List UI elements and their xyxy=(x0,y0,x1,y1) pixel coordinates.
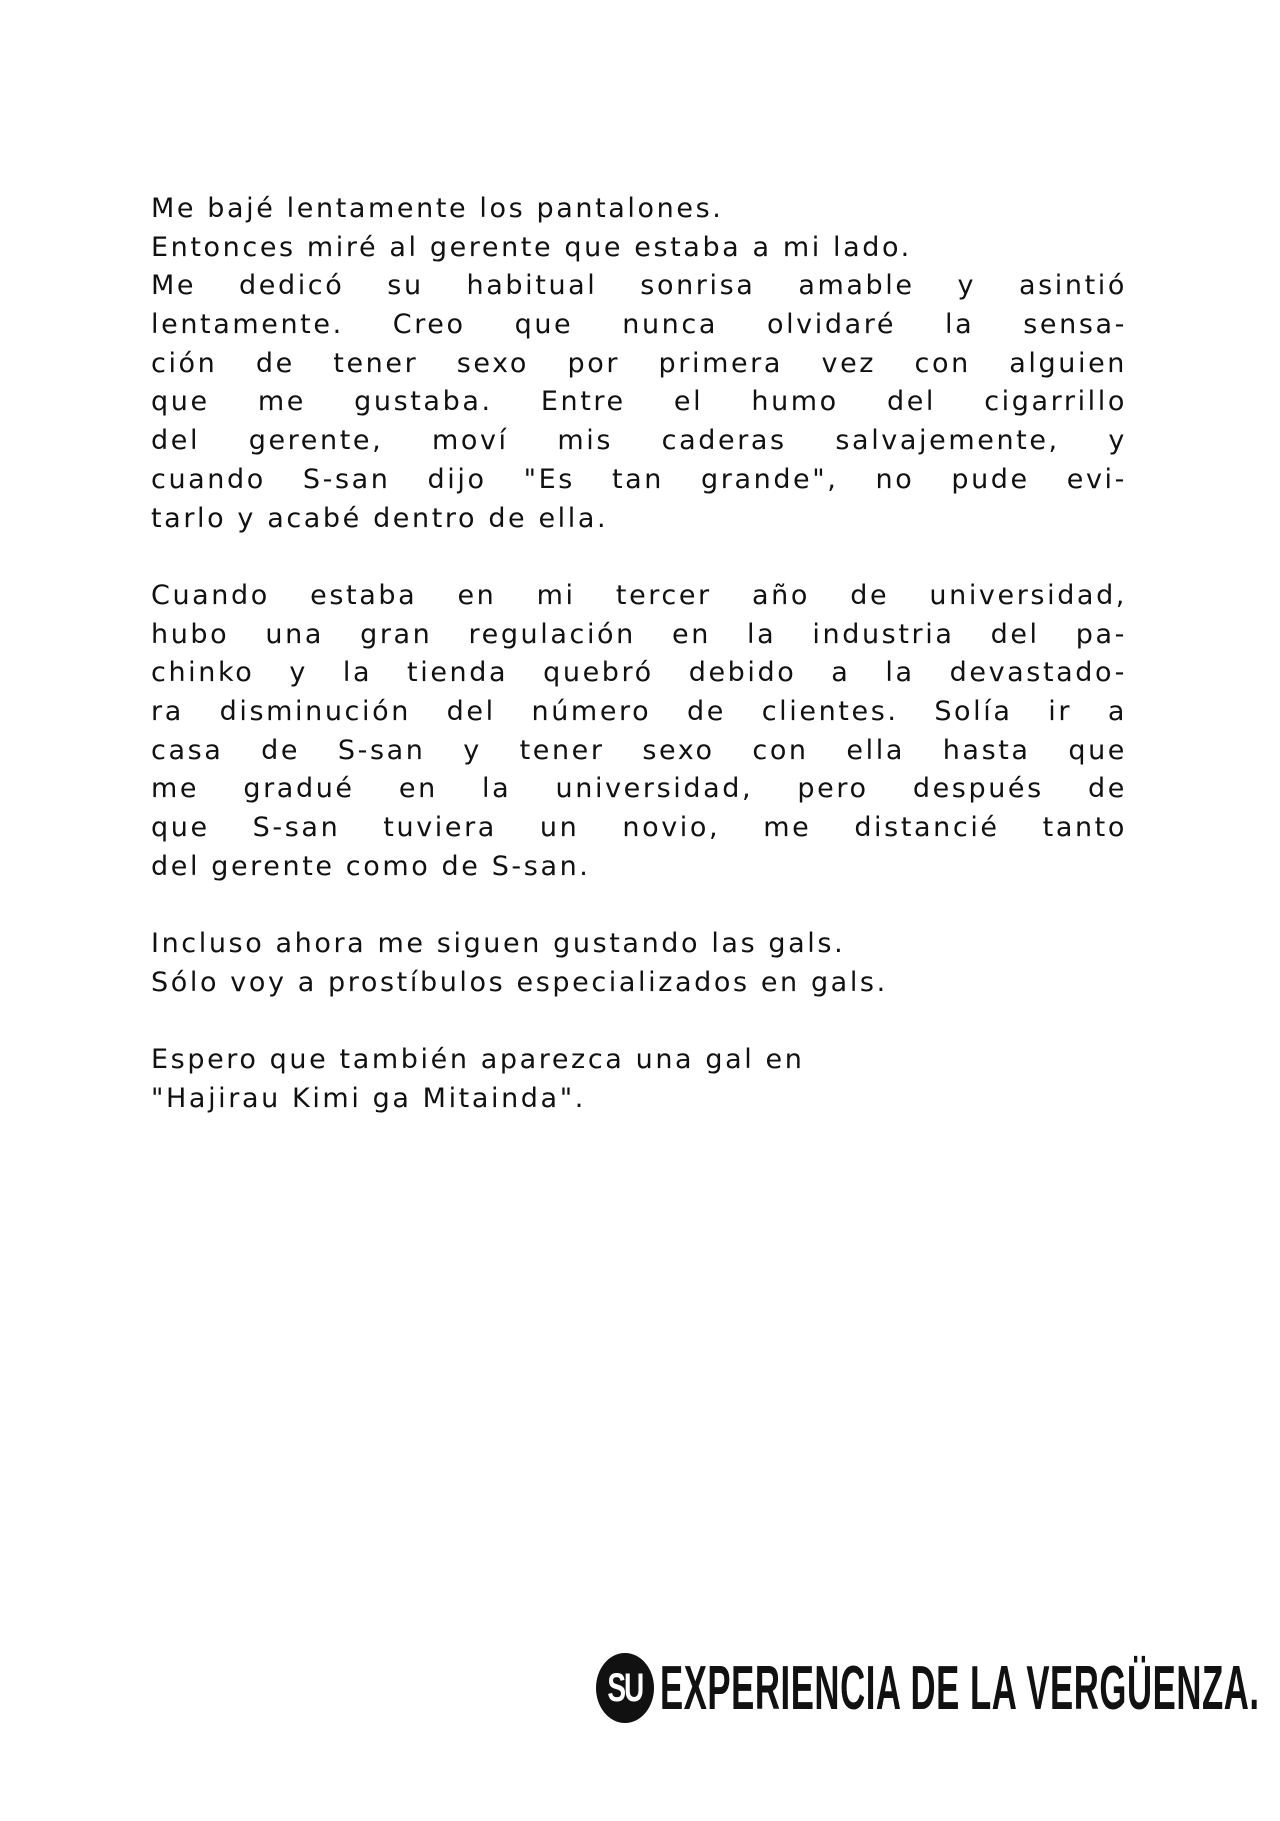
text-line: Entonces miré al gerente que estaba a mi lado. xyxy=(151,231,912,263)
text-line: casa de S-san y tener sexo con ella hasta que xyxy=(151,734,1127,766)
text-line: del gerente, moví mis caderas salvajemente, y xyxy=(151,425,1127,457)
text-line: me gradué en la universidad, pero después de xyxy=(151,773,1127,805)
text-line: Espero que también aparezca una gal en xyxy=(151,1044,805,1076)
logo-title: EXPERIENCIA DE LA VERGÜENZA. xyxy=(660,1653,1260,1723)
text-line: Cuando estaba en mi tercer año de universidad, xyxy=(151,579,1127,611)
text-line: chinko y la tienda quebró debido a la devastado- xyxy=(151,657,1127,689)
su-badge-logo xyxy=(596,1653,654,1723)
text-line: Me dedicó su habitual sonrisa amable y asintió xyxy=(151,270,1127,302)
text-line: cuando S-san dijo "Es tan grande", no pude evi- xyxy=(151,463,1127,495)
text-line: tarlo y acabé dentro de ella. xyxy=(151,502,609,534)
body-text xyxy=(151,190,1127,1119)
text-line: lentamente. Creo que nunca olvidaré la sensa- xyxy=(151,309,1127,341)
text-line: Incluso ahora me siguen gustando las gals. xyxy=(151,928,846,960)
text-line: ra disminución del número de clientes. Solía ir a xyxy=(151,695,1127,727)
text-line: "Hajirau Kimi ga Mitainda". xyxy=(151,1082,586,1114)
series-logo xyxy=(596,1652,1280,1724)
badge-text: SU xyxy=(607,1665,643,1710)
text-line: ción de tener sexo por primera vez con alguien xyxy=(151,347,1127,379)
text-line: Me bajé lentamente los pantalones. xyxy=(151,193,724,224)
text-line: que me gustaba. Entre el humo del cigarrillo xyxy=(151,386,1127,418)
text-line: que S-san tuviera un novio, me distancié tanto xyxy=(151,812,1127,843)
text-line: Sólo voy a prostíbulos especializados en gals. xyxy=(151,966,888,998)
text-line: hubo una gran regulación en la industria del pa- xyxy=(151,618,1127,650)
text-line: del gerente como de S-san. xyxy=(151,850,591,882)
